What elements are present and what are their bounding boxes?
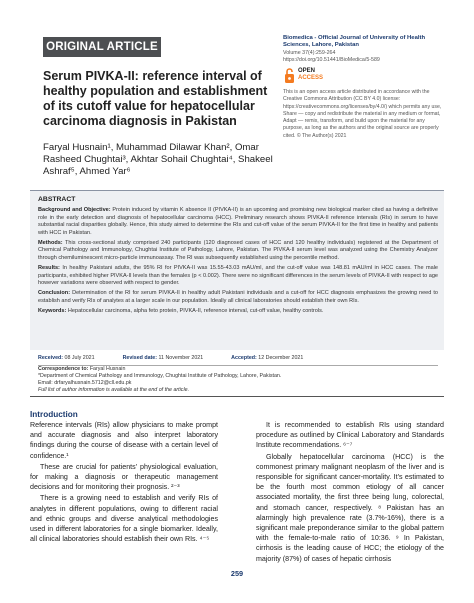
section-divider bbox=[30, 396, 444, 397]
methods-text: This cross-sectional study comprised 240 participants (120 diagnosed cases of HCC and 120 healthy individuals) registered at the Department of Chemical Pathology and Immunology, Chughtai Institute of Pathology, Lahore, Pakistan. The PIVKA-II serum level was analyzed using the Chemistry Analyzer through chemiluminescent micro-particle immunoassay. The RI was subsequently established using the percentile method. bbox=[38, 239, 438, 261]
revised-label: Revised date: bbox=[122, 355, 158, 361]
conclusion-label: Conclusion: bbox=[38, 290, 71, 297]
background-label: Background and Objective: bbox=[38, 207, 111, 213]
intro-paragraph: Reference intervals (RIs) allow physicians to make prompt and accurate diagnosis and also interpret laboratory findings during the course of disease with a certain level of confidence.¹ bbox=[30, 421, 218, 460]
accepted-date bbox=[231, 355, 303, 362]
journal-name: Biomedica - Official Journal of University of Health Sciences, Lahore, Pakistan bbox=[283, 35, 426, 49]
journal-meta bbox=[283, 50, 443, 63]
revised-value: 11 November 2021 bbox=[158, 355, 204, 361]
open-access-line2: ACCESS bbox=[298, 75, 324, 81]
article-title: Serum PIVKA-II: reference interval of healthy population and establishment of its cutoff value for hepatocellular carcinoma diagnosis in Pakistan bbox=[43, 69, 268, 128]
abstract-conclusion bbox=[38, 290, 438, 305]
received-date bbox=[38, 355, 95, 362]
open-access-line1: OPEN bbox=[298, 68, 316, 74]
open-access-label bbox=[298, 68, 323, 82]
correspondence-label: Correspondence to: bbox=[38, 365, 89, 372]
received-label: Received: bbox=[38, 355, 64, 361]
intro-paragraph: There is a growing need to establish and verify RIs of analytes in different populations, owing to different racial and ethnic groups and diverse analytical methodologies used in different laboratories for a single biomarker. Ideally, all clinical laboratories should establish their own RIs. ⁴⁻⁵ bbox=[30, 494, 218, 544]
abstract-methods bbox=[38, 240, 438, 263]
intro-left-column bbox=[30, 420, 218, 545]
received-value: 08 July 2021 bbox=[64, 355, 95, 361]
abstract-body bbox=[38, 207, 438, 318]
intro-right-column bbox=[256, 420, 444, 565]
intro-paragraph: These are crucial for patients' physiological evaluation, for making a diagnosis or therapeutic management decisions and for monitoring their prognosis. ²⁻³ bbox=[30, 462, 218, 492]
dates-row bbox=[38, 355, 438, 362]
correspondence-value: Faryal Husnain bbox=[89, 365, 126, 372]
affiliation: *Department of Chemical Pathology and Immunology, Chughtai Institute of Pathology, Lahore, Pakistan. bbox=[38, 372, 282, 379]
correspondence bbox=[38, 366, 438, 373]
intro-paragraph: It is recommended to establish RIs using standard procedure as outlined by Clinical Laboratory and Standards Institute recommendations. ⁶⁻⁷ bbox=[256, 421, 444, 450]
journal-volume: Volume 37(4):259-264 bbox=[283, 50, 336, 56]
page-number: 259 bbox=[230, 569, 244, 578]
article-meta bbox=[38, 355, 438, 394]
abstract-keywords bbox=[38, 308, 438, 316]
accepted-label: Accepted: bbox=[231, 355, 257, 361]
introduction-heading: Introduction bbox=[30, 410, 78, 419]
conclusion-text: Determination of the RI for serum PIVKA-II in healthy adult Pakistani individuals and a cut-off for HCC diagnosis emphasizes the growing need to establish and verify RIs of analytes at a larger scale in our population. Ideally all clinical laboratories should establish their own RIs. bbox=[38, 290, 438, 304]
author-list: Faryal Husnain¹, Muhammad Dilawar Khan², Omar Rasheed Chughtai³, Akhtar Sohail Chughtai⁴, Shakeel Ashraf⁵, Ahmed Yar⁶ bbox=[43, 142, 273, 178]
full-list-note: Full list of author information is available at the end of the article. bbox=[38, 386, 190, 393]
results-label: Results: bbox=[38, 265, 60, 272]
methods-label: Methods: bbox=[38, 239, 63, 246]
keywords-label: Keywords: bbox=[38, 307, 67, 314]
results-text: In healthy Pakistani adults, the 95% RI for PIVKA-II was 15.55-43.03 mAU/ml, and the cut-off value was 148.81 mAU/ml in HCC cases. The male participants, exhibited higher PIVKA-II levels than the females (p < 0.002). There were no significant differences in the serum levels of PIVKA-II with respect to age however variations were observed with respect to gender. bbox=[38, 265, 438, 287]
revised-date bbox=[123, 355, 204, 362]
abstract-background bbox=[38, 207, 438, 237]
accepted-value: 12 December 2021 bbox=[258, 355, 304, 361]
article-type-badge: ORIGINAL ARTICLE bbox=[43, 37, 161, 57]
background-text: Protein induced by vitamin K absence II (PIVKA-II) is an upcoming and promising new biological marker cited as having a definitive role in the early detection and diagnosis of hepatocellular carcinoma (HCC). Preliminary research shows PIVKA-II reference intervals (RIs) in serum to have substantial racial disparities globally. Hence, this study aimed to determine the RIs and cut-off value of the serum PIVKA-II for the first time in healthy and patients with HCC in Pakistan. bbox=[38, 207, 438, 236]
intro-paragraph: Globally hepatocellular carcinoma (HCC) is the commonest primary malignant neoplasm of the liver and is responsible for significant cancer-mortality. It's estimated to be the fourth most common etiology of all cancer associated mortality, the first three being lung, colorectal, and stomach cancer, respectively. ⁸ Pakistan has an alarmingly high prevalence rate (3.7%-16%), there is a significant male preponderance similar to the global pattern with the female-to-male ratio of 10:36. ⁹ In Pakistan, cirrhosis is the leading cause of HCC; the etiology of the majority (87%) of cases of hepatic cirrhosis bbox=[256, 452, 444, 563]
abstract-heading: ABSTRACT bbox=[38, 196, 76, 203]
keywords-text: Hepatocellular carcinoma, alpha feto protein, PIVKA-II, reference interval, cut-off value, healthy controls. bbox=[67, 307, 324, 314]
license-text: This is an open access article distributed in accordance with the Creative Commons Attribution (CC BY 4.0) license: https://creativecommons.org/licenses/by/4.0/) which permits any use, Share — copy and redistribute the material in any medium or format, Adapt — remix, transform, and build upon the material for any purpose, as long as the authors and the original source are properly cited. © The Author(s) 2021 bbox=[283, 89, 442, 139]
abstract-results bbox=[38, 265, 438, 288]
journal-doi-link[interactable]: https://doi.org/10.51441/BioMedica/5-589 bbox=[283, 56, 380, 63]
correspondence-email[interactable]: Email: drfaryalhusnain.5712@cll.edu.pk bbox=[38, 379, 132, 386]
